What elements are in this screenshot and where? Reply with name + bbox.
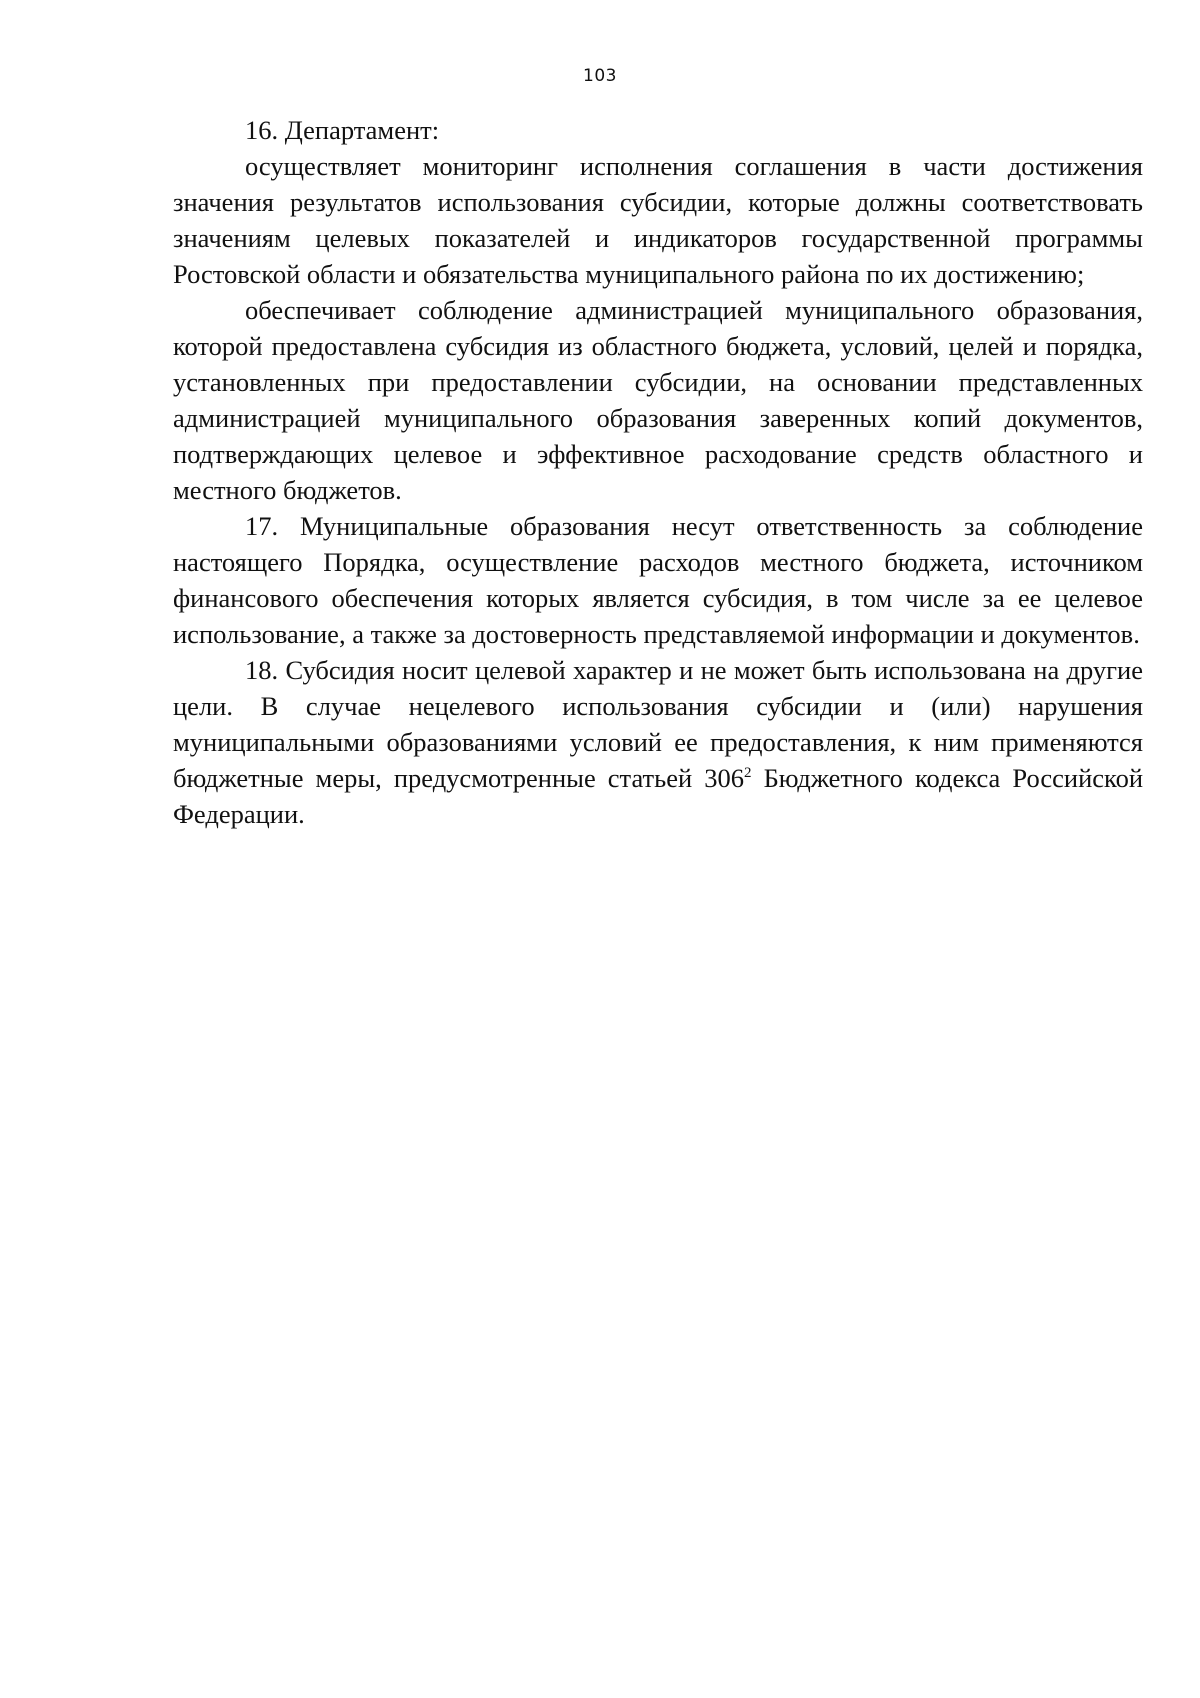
- paragraph-18: [173, 652, 1143, 832]
- paragraph-17: 17. Муниципальные образования несут ответственность за соблюдение настоящего Порядка, осуществление расходов местного бюджета, источником финансового обеспечения которых является субсидия, в том числе за ее целевое использование, а также за достоверность представляемой информации и документов.: [173, 511, 1143, 649]
- article-superscript: 2: [743, 765, 752, 782]
- page-number: 103: [583, 66, 617, 86]
- paragraph-16-compliance: обеспечивает соблюдение администрацией муниципального образования, которой предоставлена субсидия из областного бюджета, условий, целей и порядка, установленных при предоставлении субсидии, на основании представленных администрацией муниципального образования заверенных копий документов, подтверждающих целевое и эффективное расходование средств областного и местного бюджетов.: [173, 295, 1143, 505]
- paragraph-16-heading: 16. Департамент:: [245, 115, 440, 145]
- paragraph-16-monitoring: осуществляет мониторинг исполнения соглашения в части достижения значения результатов использования субсидии, которые должны соответствовать значениям целевых показателей и индикаторов государственной программы Ростовской области и обязательства муниципального района по их достижению;: [173, 151, 1143, 289]
- paragraph-18-main: 18. Субсидия носит целевой характер и не может быть использована на другие цели. В случае нецелевого использования субсидии и (или) нарушения муниципальными образованиями условий ее предоставления, к ним применяются бюджетные меры, предусмотренные статьей 306: [173, 655, 1143, 793]
- document-body: [173, 112, 1143, 832]
- paragraph-18-tail: Бюджетного кодекса Российской Федерации.: [173, 763, 1144, 829]
